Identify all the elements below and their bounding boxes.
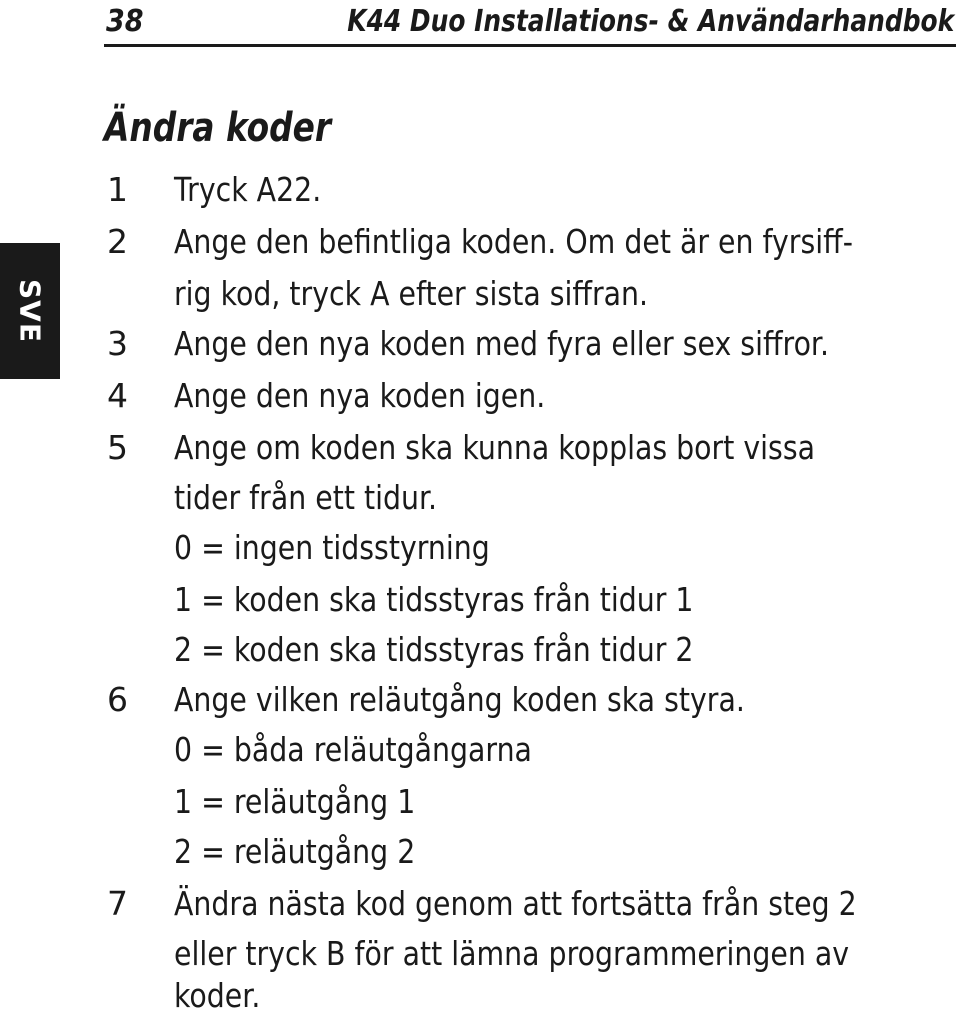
step-number: 1 [107,170,128,209]
step-number: 3 [107,324,128,363]
step-text: Ange den befintliga koden. Om det är en fyrsiff- [174,222,853,261]
step-number: 7 [107,884,128,923]
step-text: Ange vilken reläutgång koden ska styra. [174,680,745,719]
step-text: Ange den nya koden med fyra eller sex siffror. [174,324,830,363]
step-number: 4 [107,376,128,415]
page-number: 38 [106,4,144,39]
option-item: 0 = ingen tidsstyrning [174,528,490,567]
step-text: koder. [174,976,261,1015]
option-item: 1 = koden ska tidsstyras från tidur 1 [174,580,694,619]
step-number: 6 [107,680,128,719]
language-tab [0,243,60,379]
step-number: 2 [107,222,128,261]
step-text: Ange om koden ska kunna kopplas bort vissa [174,428,816,467]
step-text: Ändra nästa kod genom att fortsätta från steg 2 [174,884,857,923]
step-number: 5 [107,428,128,467]
option-item: 0 = båda reläutgångarna [174,730,532,769]
step-text: Ange den nya koden igen. [174,376,546,415]
section-title: Ändra koder [104,105,332,151]
page-header [104,0,956,40]
option-item: 2 = reläutgång 2 [174,832,416,871]
step-text: tider från ett tidur. [174,478,438,517]
header-rule [104,44,956,47]
option-item: 2 = koden ska tidsstyras från tidur 2 [174,630,694,669]
step-text: Tryck A22. [174,170,322,209]
option-item: 1 = reläutgång 1 [174,782,416,821]
language-tab-label: SVE [13,279,47,343]
step-text: rig kod, tryck A efter sista siffran. [174,274,649,313]
book-title: K44 Duo Installations- & Användarhandbok [347,4,954,39]
step-text: eller tryck B för att lämna programmeringen av [174,934,850,973]
